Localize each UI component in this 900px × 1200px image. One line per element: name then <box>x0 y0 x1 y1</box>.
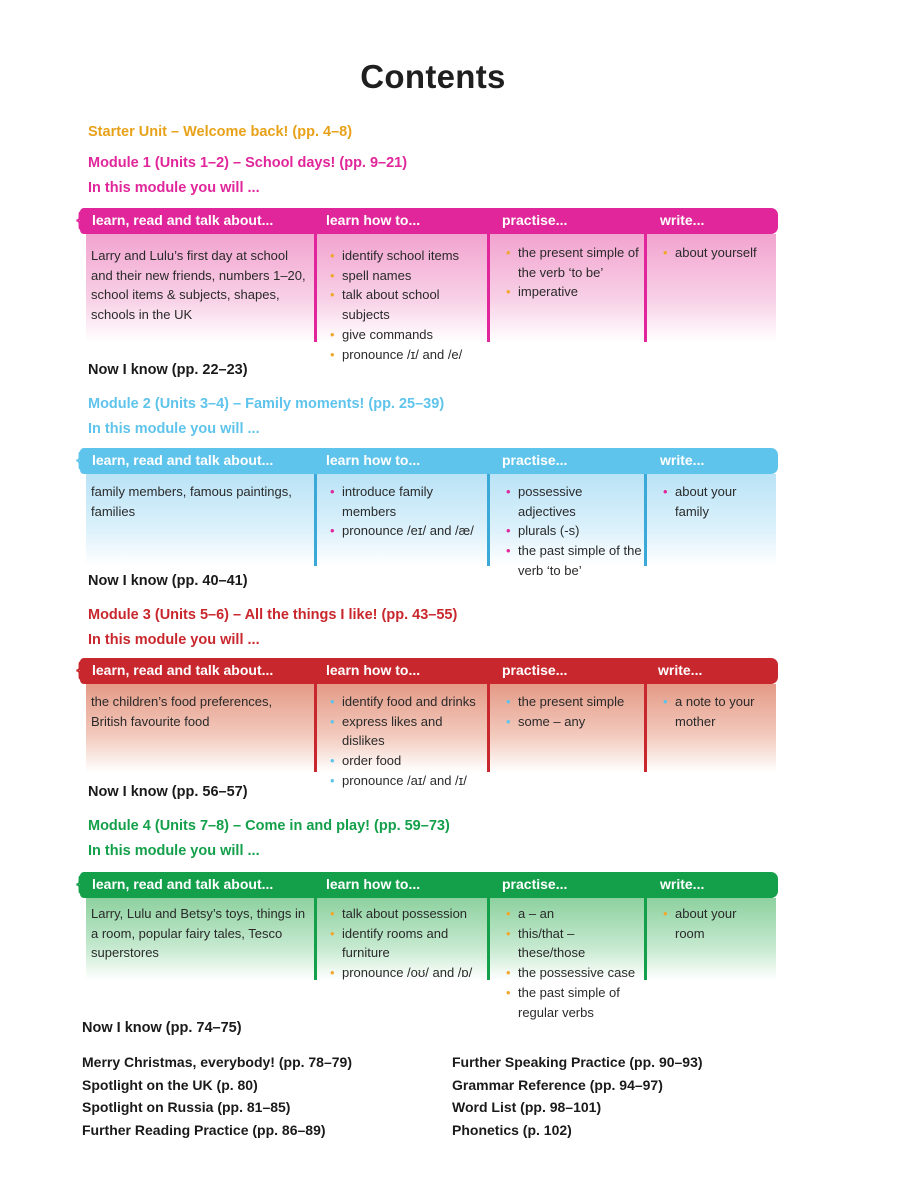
bullet-icon: • <box>330 694 335 709</box>
list-item: • introduce family members <box>330 484 434 519</box>
list-item: • about your room <box>663 906 737 941</box>
list-item: • pronounce /oʊ/ and /ɒ/ <box>324 963 486 983</box>
bullet-icon: • <box>330 523 335 539</box>
module-3-table <box>76 658 780 788</box>
learn-read-text: the children’s food preferences, British favourite food <box>91 694 273 729</box>
bullet-icon: • <box>663 245 668 260</box>
footer-right-item[interactable]: Grammar Reference (pp. 94–97) <box>452 1077 663 1093</box>
module-2-body <box>86 474 776 578</box>
list-item: • the present simple <box>500 692 642 712</box>
bullet-icon: • <box>506 965 511 981</box>
bullet-icon: • <box>506 713 511 729</box>
now-i-know-3[interactable]: Now I know (pp. 56–57) <box>88 784 248 800</box>
learn-how-list <box>324 692 486 791</box>
bullet-icon: • <box>663 906 668 921</box>
bullet-icon: • <box>330 772 335 788</box>
list-item: • the present simple of the verb ‘to be’ <box>506 245 639 280</box>
list-item: • imperative <box>500 282 642 302</box>
module-3-intro: In this module you will ... <box>88 632 260 648</box>
list-item: • identify school items <box>324 246 486 266</box>
list-item: • express likes and dislikes <box>330 713 443 749</box>
list-item: • a note to your mother <box>663 694 755 729</box>
module-3-title[interactable]: Module 3 (Units 5–6) – All the things I like! (pp. 43–55) <box>88 607 458 623</box>
learn-how-list <box>324 482 486 541</box>
bullet-icon: • <box>506 523 511 539</box>
bullet-icon: • <box>506 543 511 559</box>
footer-left-item[interactable]: Further Reading Practice (pp. 86–89) <box>82 1122 326 1138</box>
learn-how-list <box>324 246 486 364</box>
bullet-icon: • <box>330 326 335 342</box>
module-4-table <box>76 872 780 1020</box>
module-4-header-bar <box>76 872 778 898</box>
write-list <box>657 243 775 263</box>
module-1-table <box>76 208 780 362</box>
footer-right-item[interactable]: Word List (pp. 98–101) <box>452 1099 602 1115</box>
module-4-intro: In this module you will ... <box>88 843 260 859</box>
bullet-icon: • <box>330 287 335 303</box>
col-header-learn-read: learn, read and talk about... <box>92 662 274 678</box>
column-divider <box>644 474 647 566</box>
bullet-icon: • <box>663 694 668 709</box>
col-header-write: write... <box>658 662 703 678</box>
list-item: • the past simple of the verb ‘to be’ <box>506 543 642 578</box>
list-item: • the past simple of regular verbs <box>506 984 620 1020</box>
list-item: • pronounce /eɪ/ and /æ/ <box>324 521 486 541</box>
list-item: • this/that – these/those <box>506 925 586 961</box>
module-2-header-bar <box>76 448 778 474</box>
list-item: • a – an <box>500 904 642 924</box>
list-item: • pronounce /aɪ/ and /ɪ/ <box>324 771 486 791</box>
bullet-icon: • <box>330 713 335 729</box>
now-i-know-4[interactable]: Now I know (pp. 74–75) <box>82 1020 242 1036</box>
learn-read-text: family members, famous paintings, families <box>91 484 292 519</box>
bullet-icon: • <box>506 245 511 260</box>
bullet-icon: • <box>330 965 335 981</box>
module-2-title[interactable]: Module 2 (Units 3–4) – Family moments! (pp. 25–39) <box>88 396 445 412</box>
column-divider <box>314 898 317 980</box>
col-header-learn-how: learn how to... <box>326 212 421 228</box>
col-header-practise: practise... <box>502 876 568 892</box>
column-divider <box>487 234 490 342</box>
column-divider <box>314 684 317 772</box>
column-divider <box>644 898 647 980</box>
module-2-intro: In this module you will ... <box>88 421 260 437</box>
now-i-know-1[interactable]: Now I know (pp. 22–23) <box>88 362 248 378</box>
column-divider <box>314 474 317 566</box>
module-1-header-bar <box>76 208 778 234</box>
practise-list <box>500 692 642 731</box>
footer-right-item[interactable]: Phonetics (p. 102) <box>452 1122 572 1138</box>
list-item: • talk about school subjects <box>330 287 440 323</box>
column-divider <box>487 474 490 566</box>
col-header-write: write... <box>660 212 705 228</box>
footer-right-item[interactable]: Further Speaking Practice (pp. 90–93) <box>452 1054 703 1070</box>
bullet-icon: • <box>506 694 511 709</box>
list-item: • identify rooms and furniture <box>330 925 449 961</box>
learn-read-text: Larry and Lulu’s first day at school and their new friends, numbers 1–20, school items & subjects, shapes, schools in the UK <box>91 248 306 323</box>
learn-read-text: Larry, Lulu and Betsy’s toys, things in a room, popular fairy tales, Tesco superstores <box>91 906 306 961</box>
column-divider <box>644 684 647 772</box>
module-1-body <box>86 234 776 362</box>
list-item: • the possessive case <box>500 963 642 983</box>
list-item: • pronounce /ɪ/ and /e/ <box>324 345 486 365</box>
col-header-practise: practise... <box>502 212 568 228</box>
module-4-body <box>86 898 776 1020</box>
column-divider <box>487 898 490 980</box>
col-header-write: write... <box>660 876 705 892</box>
now-i-know-2[interactable]: Now I know (pp. 40–41) <box>88 573 248 589</box>
page-title: Contents <box>360 58 506 95</box>
column-divider <box>314 234 317 342</box>
col-header-learn-how: learn how to... <box>326 876 421 892</box>
bracket-icon: { <box>76 209 84 231</box>
column-divider <box>644 234 647 342</box>
bullet-icon: • <box>506 984 511 1000</box>
write-list <box>657 692 757 731</box>
list-item: • some – any <box>500 712 642 732</box>
module-4-title[interactable]: Module 4 (Units 7–8) – Come in and play! (pp. 59–73) <box>88 818 450 834</box>
bracket-icon: { <box>76 449 84 471</box>
module-2-table <box>76 448 780 578</box>
column-divider <box>487 684 490 772</box>
module-1-title[interactable]: Module 1 (Units 1–2) – School days! (pp. 9–21) <box>88 155 408 171</box>
bracket-icon: { <box>76 659 84 681</box>
list-item: • spell names <box>324 266 486 286</box>
col-header-practise: practise... <box>502 452 568 468</box>
list-item: • about yourself <box>657 243 775 263</box>
bullet-icon: • <box>330 484 335 499</box>
write-list <box>657 904 747 943</box>
footer-left-item[interactable]: Spotlight on the UK (p. 80) <box>82 1077 258 1093</box>
list-item: • order food <box>324 751 486 771</box>
bullet-icon: • <box>663 484 668 499</box>
bullet-icon: • <box>506 484 511 499</box>
practise-list <box>500 482 642 581</box>
col-header-learn-read: learn, read and talk about... <box>92 212 274 228</box>
bullet-icon: • <box>506 925 511 941</box>
bullet-icon: • <box>506 906 511 921</box>
bullet-icon: • <box>330 346 335 362</box>
col-header-learn-how: learn how to... <box>326 452 421 468</box>
list-item: • give commands <box>324 325 486 345</box>
bullet-icon: • <box>330 248 335 263</box>
list-item: • possessive adjectives <box>506 484 583 519</box>
bullet-icon: • <box>330 267 335 283</box>
module-1-intro: In this module you will ... <box>88 180 260 196</box>
col-header-learn-read: learn, read and talk about... <box>92 452 274 468</box>
list-item: • about your family <box>663 484 737 519</box>
bullet-icon: • <box>330 925 335 941</box>
list-item: • talk about possession <box>324 904 486 924</box>
bullet-icon: • <box>506 284 511 300</box>
footer-left-item[interactable]: Spotlight on Russia (pp. 81–85) <box>82 1099 291 1115</box>
col-header-learn-read: learn, read and talk about... <box>92 876 274 892</box>
col-header-learn-how: learn how to... <box>326 662 421 678</box>
write-list <box>657 482 747 521</box>
module-3-body <box>86 684 776 788</box>
practise-list <box>500 904 642 1022</box>
footer-left-item[interactable]: Merry Christmas, everybody! (pp. 78–79) <box>82 1054 352 1070</box>
col-header-practise: practise... <box>502 662 568 678</box>
bullet-icon: • <box>330 906 335 921</box>
learn-how-list <box>324 904 486 983</box>
bullet-icon: • <box>330 753 335 769</box>
practise-list <box>500 243 642 302</box>
starter-unit-link[interactable]: Starter Unit – Welcome back! (pp. 4–8) <box>88 124 353 140</box>
col-header-write: write... <box>660 452 705 468</box>
list-item: • identify food and drinks <box>324 692 486 712</box>
list-item: • plurals (-s) <box>500 521 642 541</box>
module-3-header-bar <box>76 658 778 684</box>
bracket-icon: { <box>76 873 84 895</box>
